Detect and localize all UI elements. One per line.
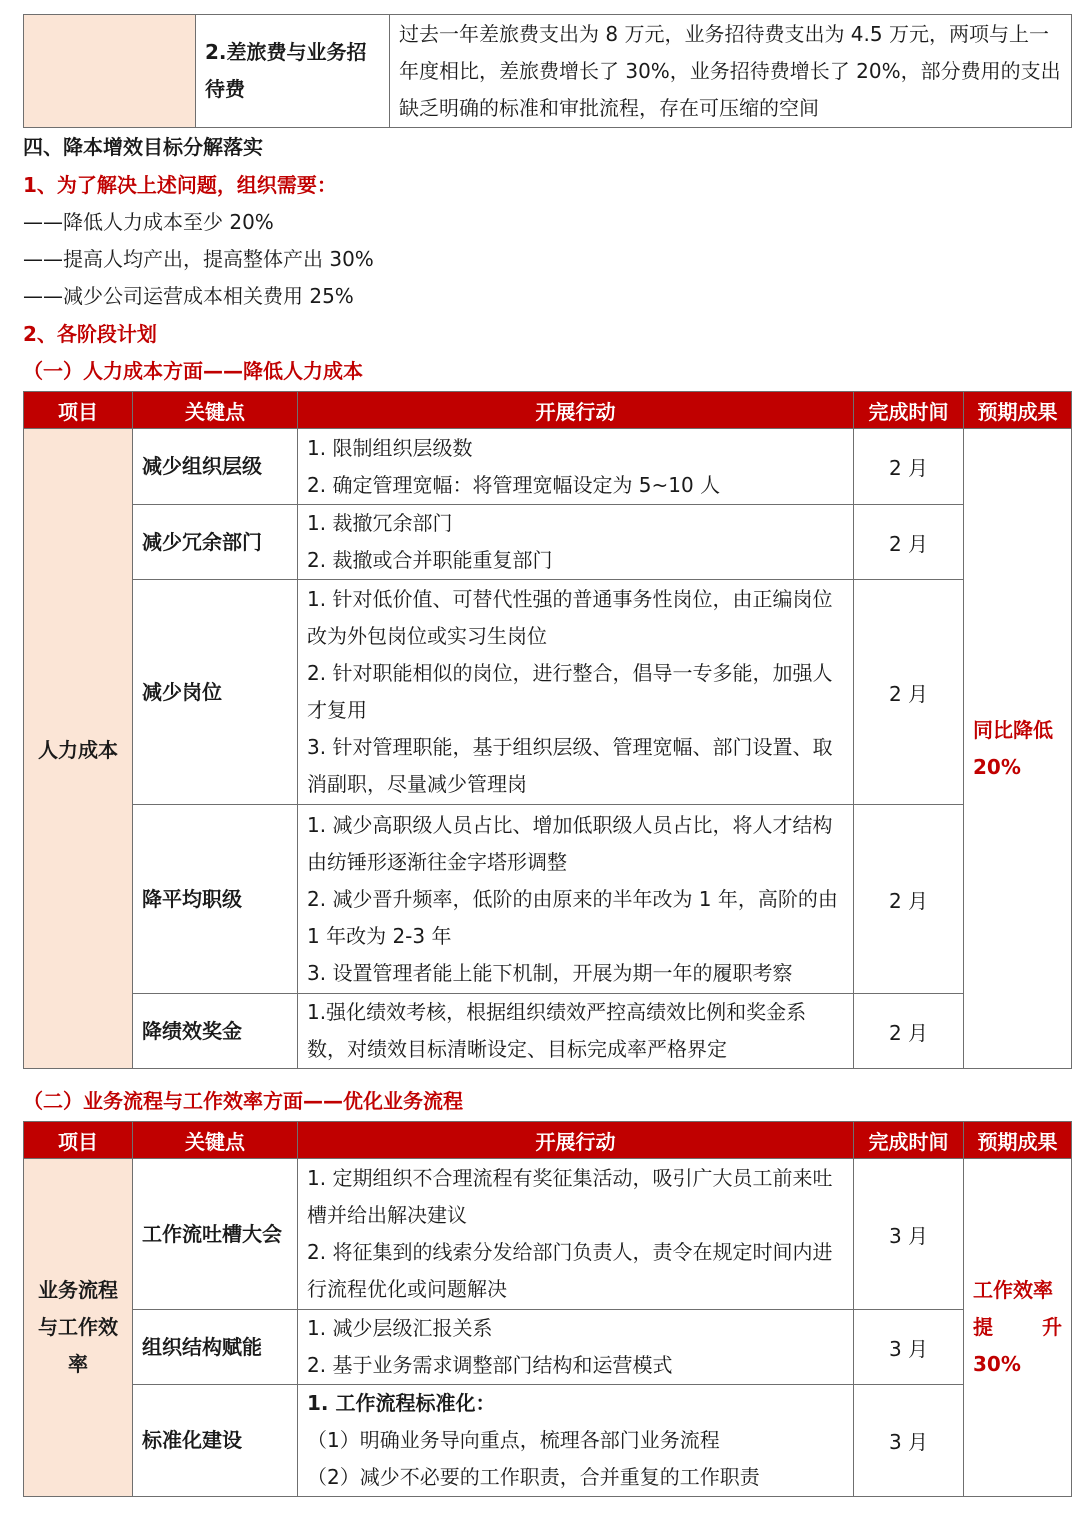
- result-cell: 同比降低20%: [964, 429, 1072, 1069]
- key-point-cell: 减少组织层级: [133, 429, 298, 505]
- action-cell: 1. 减少高职级人员占比、增加低职级人员占比，将人才结构由纺锤形逐渐往金字塔形调整 2. 减少晋升频率，低阶的由原来的半年改为 1 年，高阶的由 1 年改为 2-3 年 3. 设置管理者能上能下机制，开展为期一年的履职考察: [298, 805, 854, 994]
- key-point-cell: 工作流吐槽大会: [133, 1159, 298, 1310]
- plan1-table: [23, 391, 1072, 1069]
- action-cell: 1. 定期组织不合理流程有奖征集活动，吸引广大员工前来吐槽并给出解决建议 2. 将征集到的线索分发给部门负责人，责令在规定时间内进行流程优化或问题解决: [298, 1159, 854, 1310]
- project-cell: 业务流程与工作效率: [24, 1159, 133, 1497]
- key-point-cell: 标准化建设: [133, 1385, 298, 1497]
- time-cell: 2 月: [854, 505, 964, 580]
- header-action: 开展行动: [298, 1122, 854, 1159]
- header-time: 完成时间: [854, 1122, 964, 1159]
- action-cell: 1. 针对低价值、可替代性强的普通事务性岗位，由正编岗位改为外包岗位或实习生岗位 2. 针对职能相似的岗位，进行整合，倡导一专多能，加强人才复用 3. 针对管理职能，基于组织层级、管理宽幅、部门设置、取消副职，尽量减少管理岗: [298, 580, 854, 805]
- action-cell: 1. 工作流程标准化： （1）明确业务导向重点，梳理各部门业务流程 （2）减少不必要的工作职责，合并重复的工作职责: [298, 1385, 854, 1497]
- header-result: 预期成果: [964, 392, 1072, 429]
- section-heading: 四、降本增效目标分解落实: [23, 135, 263, 159]
- time-cell: 3 月: [854, 1385, 964, 1497]
- header-time: 完成时间: [854, 392, 964, 429]
- header-project: 项目: [24, 392, 133, 429]
- time-cell: 2 月: [854, 580, 964, 805]
- time-cell: 2 月: [854, 429, 964, 505]
- action-cell: 1. 限制组织层级数 2. 确定管理宽幅：将管理宽幅设定为 5~10 人: [298, 429, 854, 505]
- action-cell: 1. 减少层级汇报关系 2. 基于业务需求调整部门结构和运营模式: [298, 1310, 854, 1385]
- key-point-cell: 减少岗位: [133, 580, 298, 805]
- header-result: 预期成果: [964, 1122, 1072, 1159]
- action-cell: 1. 裁撤冗余部门 2. 裁撤或合并职能重复部门: [298, 505, 854, 580]
- goal-item: ——降低人力成本至少 20%: [23, 210, 274, 234]
- description-cell: 过去一年差旅费支出为 8 万元，业务招待费支出为 4.5 万元，两项与上一年度相比，差旅费增长了 30%，业务招待费增长了 20%，部分费用的支出缺乏明确的标准和审批流程，存在可压缩的空间: [390, 15, 1072, 128]
- subsection-heading: 2、各阶段计划: [23, 322, 157, 346]
- header-key-point: 关键点: [133, 1122, 298, 1159]
- key-point-cell: 组织结构赋能: [133, 1310, 298, 1385]
- header-project: 项目: [24, 1122, 133, 1159]
- plan-title: （一）人力成本方面——降低人力成本: [23, 359, 363, 383]
- header-action: 开展行动: [298, 392, 854, 429]
- time-cell: 2 月: [854, 805, 964, 994]
- time-cell: 2 月: [854, 994, 964, 1069]
- subsection-heading: 1、为了解决上述问题，组织需要：: [23, 173, 337, 197]
- key-point-cell: 降平均职级: [133, 805, 298, 994]
- key-point-cell: 2.差旅费与业务招待费: [196, 15, 390, 128]
- plan-title: （二）业务流程与工作效率方面——优化业务流程: [23, 1089, 463, 1113]
- plan2-table: [23, 1121, 1072, 1497]
- result-cell: 工作效率 提升 30%: [964, 1159, 1072, 1497]
- goal-item: ——减少公司运营成本相关费用 25%: [23, 284, 354, 308]
- goal-item: ——提高人均产出，提高整体产出 30%: [23, 247, 374, 271]
- project-cell: 人力成本: [24, 429, 133, 1069]
- key-point-cell: 减少冗余部门: [133, 505, 298, 580]
- action-cell: 1.强化绩效考核，根据组织绩效严控高绩效比例和奖金系数，对绩效目标清晰设定、目标完成率严格界定: [298, 994, 854, 1069]
- top-table: [23, 14, 1072, 128]
- key-point-cell: 降绩效奖金: [133, 994, 298, 1069]
- header-key-point: 关键点: [133, 392, 298, 429]
- project-cell-empty: [24, 15, 196, 128]
- time-cell: 3 月: [854, 1159, 964, 1310]
- time-cell: 3 月: [854, 1310, 964, 1385]
